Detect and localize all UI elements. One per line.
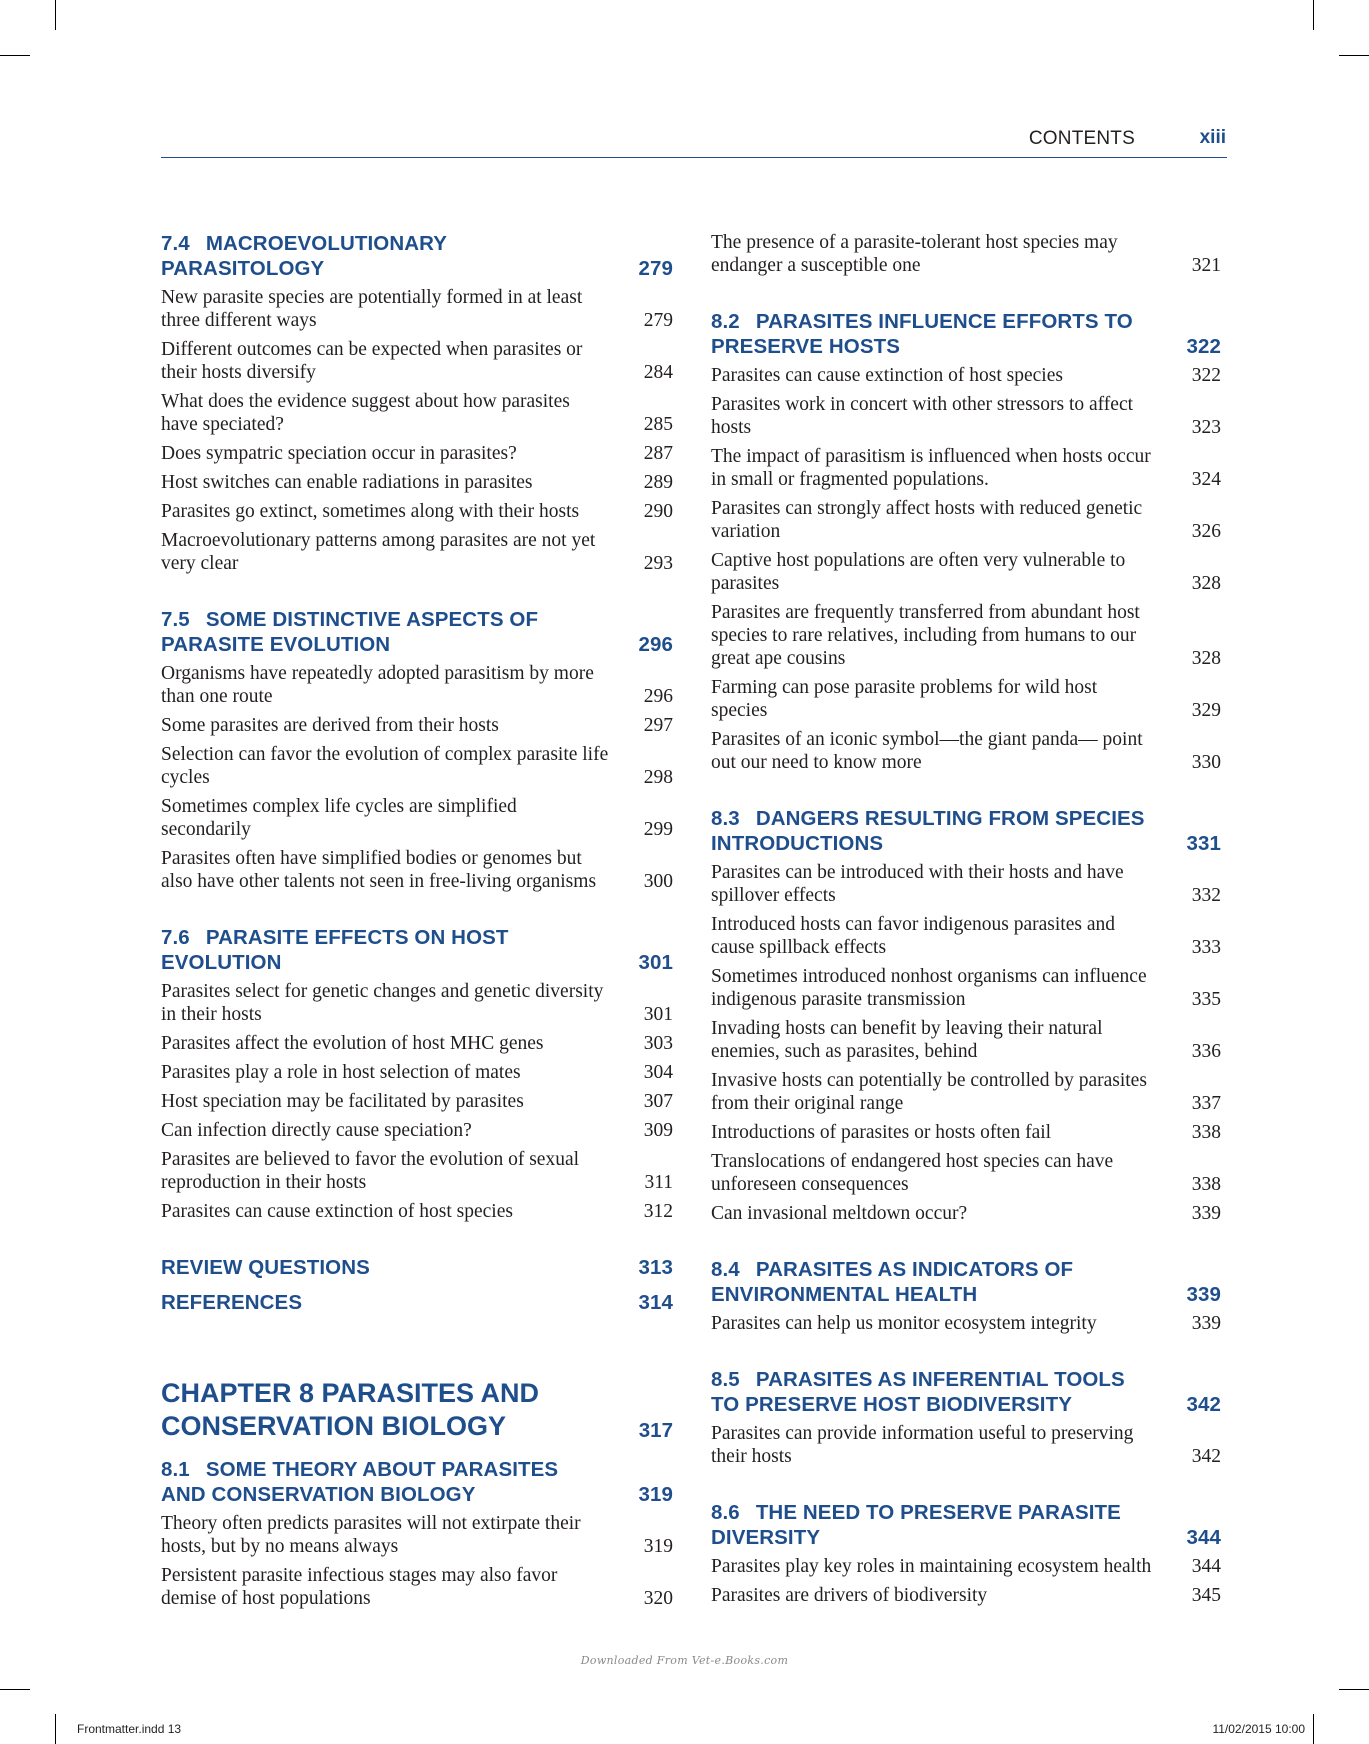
- toc-entry: [161, 743, 673, 789]
- toc-entry: [161, 662, 673, 708]
- toc-title: [161, 1457, 673, 1507]
- toc-title: [711, 364, 1221, 387]
- section-number: 8.2: [711, 310, 740, 333]
- toc-title-text: Macroevolutionary patterns among parasites are not yet very clear: [161, 530, 596, 574]
- toc-title: [161, 471, 673, 494]
- toc-section-heading: [161, 1290, 673, 1315]
- toc-entry: [711, 1555, 1221, 1578]
- toc-title-text: Can invasional meltdown occur?: [711, 1203, 968, 1224]
- toc-page-number: 297: [643, 715, 673, 736]
- crop-mark: [55, 0, 56, 30]
- toc-page-number: 298: [643, 767, 673, 788]
- toc-entry: [161, 1032, 673, 1055]
- toc-entry: [711, 549, 1221, 595]
- toc-page-number: 317: [638, 1419, 673, 1442]
- toc-page-number: 289: [643, 472, 673, 493]
- toc-title: [161, 1564, 673, 1610]
- toc-page-number: 303: [643, 1033, 673, 1054]
- toc-title: [711, 445, 1221, 491]
- toc-title: [161, 980, 673, 1026]
- toc-title-text: Sometimes complex life cycles are simplified secondarily: [161, 796, 517, 840]
- toc-page-number: 312: [643, 1201, 673, 1222]
- toc-title: [711, 1367, 1221, 1417]
- toc-page-number: 342: [1186, 1393, 1221, 1416]
- toc-entry: [711, 913, 1221, 959]
- toc-title-text: Parasites can cause extinction of host species: [161, 1201, 513, 1222]
- toc-title-text: Does sympatric speciation occur in parasites?: [161, 443, 517, 464]
- toc-title: [161, 1200, 673, 1223]
- toc-entry: [711, 728, 1221, 774]
- toc-entry: [711, 676, 1221, 722]
- toc-title-text: PARASITES AS INDICATORS OF ENVIRONMENTAL HEALTH: [711, 1258, 1074, 1306]
- toc-title: [711, 1555, 1221, 1578]
- toc-section-heading: [711, 806, 1221, 856]
- toc-page-number: 284: [643, 362, 673, 383]
- toc-title: [161, 529, 673, 575]
- toc-title-text: Parasites can be introduced with their hosts and have spillover effects: [711, 862, 1124, 906]
- toc-title-text: Farming can pose parasite problems for wild host species: [711, 677, 1098, 721]
- toc-page-number: 329: [1191, 700, 1221, 721]
- toc-title-text: Some parasites are derived from their hosts: [161, 715, 499, 736]
- toc-title: [711, 965, 1221, 1011]
- toc-title-text: PARASITES INFLUENCE EFFORTS TO PRESERVE HOSTS: [711, 310, 1133, 358]
- toc-page-number: 319: [643, 1536, 673, 1557]
- toc-page-number: 332: [1191, 885, 1221, 906]
- toc-page-number: 320: [643, 1588, 673, 1609]
- toc-page-number: 328: [1191, 573, 1221, 594]
- toc-entry: [161, 529, 673, 575]
- toc-page-number: 304: [643, 1062, 673, 1083]
- toc-page-number: 299: [643, 819, 673, 840]
- toc-title-text: CHAPTER 8 PARASITES AND CONSERVATION BIOLOGY: [161, 1378, 540, 1441]
- toc-title-text: Theory often predicts parasites will not extirpate their hosts, but by no means always: [161, 1513, 581, 1557]
- toc-title: [711, 549, 1221, 595]
- toc-page-number: 330: [1191, 752, 1221, 773]
- slug-datetime: 11/02/2015 10:00: [1212, 1722, 1305, 1736]
- toc-title: [161, 1032, 673, 1055]
- toc-title-text: The impact of parasitism is influenced when hosts occur in small or fragmented populations.: [711, 446, 1151, 490]
- toc-title-text: Host speciation may be facilitated by parasites: [161, 1091, 524, 1112]
- toc-page-number: 339: [1191, 1313, 1221, 1334]
- toc-title: [161, 442, 673, 465]
- toc-title: [711, 497, 1221, 543]
- toc-entry: [161, 1148, 673, 1194]
- toc-page-number: 323: [1191, 417, 1221, 438]
- toc-title-text: Parasites are believed to favor the evolution of sexual reproduction in their hosts: [161, 1149, 580, 1193]
- toc-title-text: Parasites affect the evolution of host MHC genes: [161, 1033, 544, 1054]
- toc-page-number: 279: [643, 310, 673, 331]
- toc-page-number: 326: [1191, 521, 1221, 542]
- toc-page-number: 328: [1191, 648, 1221, 669]
- page-number: xiii: [1199, 127, 1226, 148]
- toc-title: [711, 393, 1221, 439]
- crop-mark: [1313, 1714, 1314, 1744]
- toc-title-text: Organisms have repeatedly adopted parasitism by more than one route: [161, 663, 594, 707]
- toc-title-text: What does the evidence suggest about how parasites have speciated?: [161, 391, 570, 435]
- toc-section-heading: [161, 1255, 673, 1280]
- toc-page-number: 296: [643, 686, 673, 707]
- toc-section-heading: [161, 231, 673, 281]
- section-number: 8.4: [711, 1258, 740, 1281]
- toc-title-text: Sometimes introduced nonhost organisms can influence indigenous parasite transmission: [711, 966, 1147, 1010]
- toc-page-number: 335: [1191, 989, 1221, 1010]
- toc-page-number: 338: [1191, 1174, 1221, 1195]
- toc-entry: [711, 1121, 1221, 1144]
- toc-section-heading: [161, 1457, 673, 1507]
- toc-title-text: Introductions of parasites or hosts often fail: [711, 1122, 1052, 1143]
- toc-title-text: REFERENCES: [161, 1291, 303, 1314]
- toc-title: [711, 231, 1221, 277]
- toc-entry: [711, 1069, 1221, 1115]
- toc-title: [161, 1255, 673, 1280]
- toc-page-number: 333: [1191, 937, 1221, 958]
- toc-title: [161, 1119, 673, 1142]
- toc-title: [161, 1061, 673, 1084]
- toc-entry: [161, 286, 673, 332]
- toc-page-number: 339: [1191, 1203, 1221, 1224]
- toc-right-column: [711, 231, 1221, 1613]
- toc-title-text: The presence of a parasite-tolerant host species may endanger a susceptible one: [711, 232, 1118, 276]
- toc-title: [161, 607, 673, 657]
- section-number: 8.6: [711, 1501, 740, 1524]
- toc-title: [161, 743, 673, 789]
- toc-title: [711, 676, 1221, 722]
- toc-page-number: 301: [638, 951, 673, 974]
- toc-title: [711, 1500, 1221, 1550]
- toc-title-text: Captive host populations are often very vulnerable to parasites: [711, 550, 1126, 594]
- toc-page-number: 331: [1186, 832, 1221, 855]
- toc-page-number: 290: [643, 501, 673, 522]
- toc-section-heading: [711, 1500, 1221, 1550]
- watermark: Downloaded From Vet-e.Books.com: [580, 1654, 789, 1667]
- toc-page-number: 293: [643, 553, 673, 574]
- toc-title: [161, 390, 673, 436]
- toc-entry: [711, 231, 1221, 277]
- toc-title-text: Parasites play key roles in maintaining ecosystem health: [711, 1556, 1152, 1577]
- toc-title-text: Host switches can enable radiations in parasites: [161, 472, 533, 493]
- toc-title: [711, 861, 1221, 907]
- toc-section-heading: [161, 607, 673, 657]
- toc-title: [711, 1150, 1221, 1196]
- toc-section-heading: [711, 1367, 1221, 1417]
- toc-title: [161, 1290, 673, 1315]
- toc-page-number: 314: [638, 1291, 673, 1314]
- toc-title: [161, 1377, 673, 1443]
- toc-title: [161, 1148, 673, 1194]
- toc-title-text: Selection can favor the evolution of complex parasite life cycles: [161, 744, 609, 788]
- toc-title: [711, 1584, 1221, 1607]
- toc-title-text: Parasites can help us monitor ecosystem integrity: [711, 1313, 1097, 1334]
- crop-mark: [1339, 55, 1369, 56]
- toc-title: [161, 500, 673, 523]
- toc-title: [711, 309, 1221, 359]
- toc-title-text: Parasites work in concert with other stressors to affect hosts: [711, 394, 1134, 438]
- toc-title-text: Parasites of an iconic symbol—the giant panda— point out our need to know more: [711, 729, 1143, 773]
- toc-title: [711, 601, 1221, 670]
- toc-title-text: Invasive hosts can potentially be controlled by parasites from their original range: [711, 1070, 1147, 1114]
- toc-entry: [161, 1200, 673, 1223]
- toc-entry: [711, 364, 1221, 387]
- crop-mark: [1339, 1689, 1369, 1690]
- toc-title-text: PARASITE EFFECTS ON HOST EVOLUTION: [161, 926, 509, 974]
- toc-title-text: Parasites play a role in host selection of mates: [161, 1062, 521, 1083]
- running-head: [161, 122, 1227, 158]
- toc-title-text: REVIEW QUESTIONS: [161, 1256, 370, 1279]
- toc-title: [711, 1121, 1221, 1144]
- toc-chapter-heading: [161, 1377, 673, 1443]
- slug-file: Frontmatter.indd 13: [77, 1722, 182, 1736]
- toc-entry: [161, 847, 673, 893]
- toc-title-text: Introduced hosts can favor indigenous parasites and cause spillback effects: [711, 914, 1115, 958]
- toc-title-text: Invading hosts can benefit by leaving their natural enemies, such as parasites, behind: [711, 1018, 1103, 1062]
- toc-page-number: 344: [1191, 1556, 1221, 1577]
- toc-section-heading: [711, 1257, 1221, 1307]
- toc-entry: [711, 1017, 1221, 1063]
- toc-page-number: 345: [1191, 1585, 1221, 1606]
- section-number: 7.5: [161, 608, 190, 631]
- toc-entry: [711, 393, 1221, 439]
- toc-title: [711, 728, 1221, 774]
- toc-title: [711, 1017, 1221, 1063]
- crop-mark: [1313, 0, 1314, 30]
- toc-title-text: Parasites go extinct, sometimes along with their hosts: [161, 501, 580, 522]
- toc-page-number: 344: [1186, 1526, 1221, 1549]
- toc-title-text: SOME DISTINCTIVE ASPECTS OF PARASITE EVOLUTION: [161, 608, 539, 656]
- toc-title-text: Parasites often have simplified bodies or genomes but also have other talents not seen in free-living organisms: [161, 848, 597, 892]
- toc-page-number: 301: [643, 1004, 673, 1025]
- toc-page-number: 300: [643, 871, 673, 892]
- toc-page-number: 307: [643, 1091, 673, 1112]
- toc-page-number: 342: [1191, 1446, 1221, 1467]
- section-number: 8.3: [711, 807, 740, 830]
- toc-entry: [161, 1061, 673, 1084]
- toc-entry: [711, 1150, 1221, 1196]
- toc-title-text: Parasites can provide information useful to preserving their hosts: [711, 1423, 1134, 1467]
- toc-title: [711, 1312, 1221, 1335]
- toc-page-number: 313: [638, 1256, 673, 1279]
- toc-entry: [711, 861, 1221, 907]
- toc-title-text: New parasite species are potentially formed in at least three different ways: [161, 287, 583, 331]
- toc-entry: [161, 390, 673, 436]
- section-number: 8.5: [711, 1368, 740, 1391]
- section-number: 7.4: [161, 232, 190, 255]
- toc-title-text: PARASITES AS INFERENTIAL TOOLS TO PRESERVE HOST BIODIVERSITY: [711, 1368, 1125, 1416]
- toc-page-number: 309: [643, 1120, 673, 1141]
- toc-entry: [161, 714, 673, 737]
- toc-entry: [711, 601, 1221, 670]
- toc-entry: [711, 1422, 1221, 1468]
- toc-page-number: 338: [1191, 1122, 1221, 1143]
- toc-title-text: SOME THEORY ABOUT PARASITES AND CONSERVATION BIOLOGY: [161, 1458, 559, 1506]
- toc-title-text: MACROEVOLUTIONARY PARASITOLOGY: [161, 232, 447, 280]
- crop-mark: [0, 1689, 30, 1690]
- toc-page-number: 285: [643, 414, 673, 435]
- toc-entry: [161, 1119, 673, 1142]
- toc-page-number: 287: [643, 443, 673, 464]
- toc-entry: [711, 1312, 1221, 1335]
- toc-page-number: 279: [638, 257, 673, 280]
- toc-entry: [161, 980, 673, 1026]
- toc-entry: [711, 965, 1221, 1011]
- toc-title-text: Parasites select for genetic changes and genetic diversity in their hosts: [161, 981, 604, 1025]
- toc-title: [161, 662, 673, 708]
- toc-entry: [161, 442, 673, 465]
- toc-title: [161, 714, 673, 737]
- toc-title: [161, 795, 673, 841]
- toc-page-number: 339: [1186, 1283, 1221, 1306]
- toc-entry: [161, 1512, 673, 1558]
- toc-page-number: 311: [644, 1172, 673, 1193]
- toc-title: [161, 286, 673, 332]
- toc-entry: [711, 445, 1221, 491]
- crop-mark: [55, 1714, 56, 1744]
- toc-page-number: 321: [1191, 255, 1221, 276]
- toc-entry: [161, 338, 673, 384]
- toc-entry: [161, 1564, 673, 1610]
- toc-title-text: Parasites are drivers of biodiversity: [711, 1585, 988, 1606]
- toc-title: [711, 1202, 1221, 1225]
- toc-entry: [161, 1090, 673, 1113]
- toc-page-number: 324: [1191, 469, 1221, 490]
- toc-title-text: DANGERS RESULTING FROM SPECIES INTRODUCTIONS: [711, 807, 1145, 855]
- toc-section-heading: [711, 309, 1221, 359]
- toc-title-text: Can infection directly cause speciation?: [161, 1120, 472, 1141]
- section-number: 7.6: [161, 926, 190, 949]
- toc-title-text: Different outcomes can be expected when parasites or their hosts diversify: [161, 339, 583, 383]
- toc-title-text: Parasites can strongly affect hosts with reduced genetic variation: [711, 498, 1143, 542]
- toc-title-text: Persistent parasite infectious stages may also favor demise of host populations: [161, 1565, 558, 1609]
- running-head-title: CONTENTS: [1028, 128, 1135, 149]
- toc-title: [711, 913, 1221, 959]
- toc-page-number: 337: [1191, 1093, 1221, 1114]
- toc-title: [161, 1512, 673, 1558]
- toc-title-text: Translocations of endangered host species can have unforeseen consequences: [711, 1151, 1114, 1195]
- toc-left-column: [161, 231, 673, 1616]
- toc-title: [711, 1422, 1221, 1468]
- toc-page-number: 319: [638, 1483, 673, 1506]
- toc-title-text: THE NEED TO PRESERVE PARASITE DIVERSITY: [711, 1501, 1121, 1549]
- toc-page-number: 336: [1191, 1041, 1221, 1062]
- toc-page-number: 322: [1191, 365, 1221, 386]
- toc-entry: [711, 1202, 1221, 1225]
- toc-entry: [711, 497, 1221, 543]
- toc-page-number: 296: [638, 633, 673, 656]
- toc-page-number: 322: [1186, 335, 1221, 358]
- toc-title-text: Parasites are frequently transferred from abundant host species to rare relatives, including from humans to our great ape cousins: [711, 602, 1140, 669]
- toc-entry: [161, 471, 673, 494]
- section-number: 8.1: [161, 1458, 190, 1481]
- toc-title-text: Parasites can cause extinction of host species: [711, 365, 1063, 386]
- toc-title: [161, 231, 673, 281]
- toc-title: [161, 847, 673, 893]
- toc-entry: [711, 1584, 1221, 1607]
- toc-entry: [161, 500, 673, 523]
- toc-entry: [161, 795, 673, 841]
- toc-title: [161, 338, 673, 384]
- toc-section-heading: [161, 925, 673, 975]
- crop-mark: [0, 55, 30, 56]
- toc-title: [711, 806, 1221, 856]
- toc-title: [711, 1069, 1221, 1115]
- toc-title: [161, 1090, 673, 1113]
- toc-title: [711, 1257, 1221, 1307]
- toc-title: [161, 925, 673, 975]
